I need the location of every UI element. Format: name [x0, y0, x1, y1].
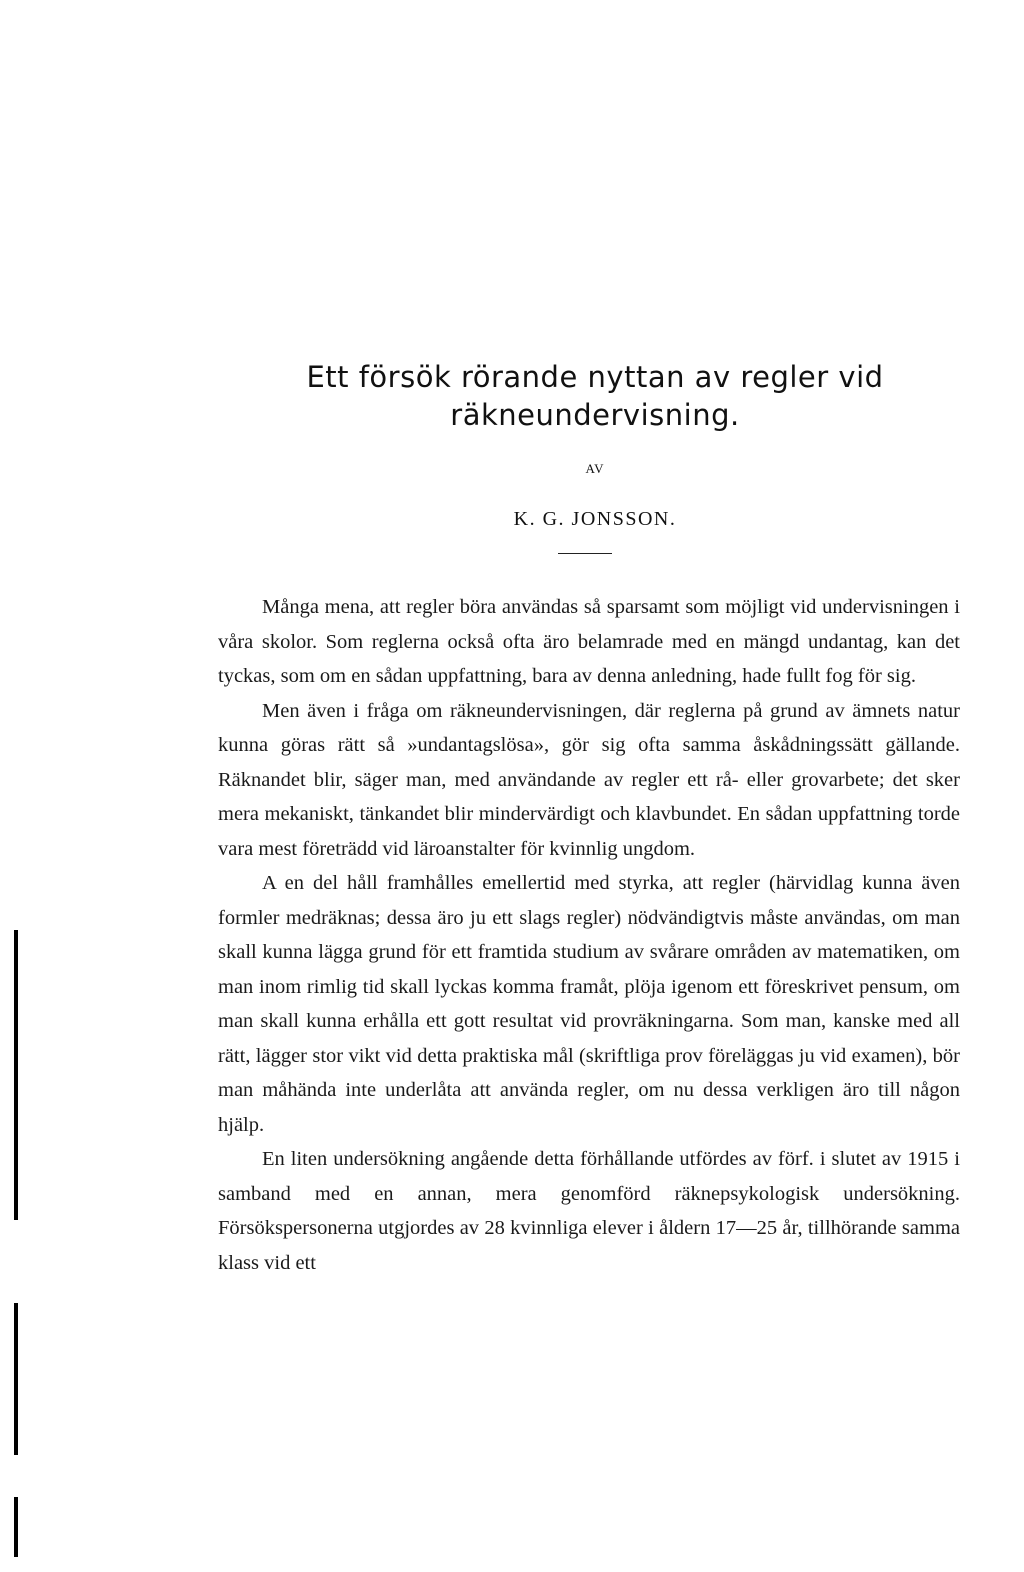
author-name — [210, 508, 980, 531]
paragraph-3: A en del håll framhålles emellertid med styrka, att regler (härvidlag kunna även formler medräknas; dessa äro ju ett slags regler) nödvändigtvis måste användas, om man skall kunna lägga grund för ett framtida studium av svårare områden av matematiken, om man inom rimlig tid skall lyckas komma framåt, plöja igenom ett föreskrivet pensum, om man skall kunna erhålla ett gott resultat vid provräkningarna. Som man, kanske med all rätt, lägger stor vikt vid detta praktiska mål (skriftliga prov föreläggas ju vid examen), bör man måhända inte underlåta att använda regler, om nu dessa verkligen äro till någon hjälp. — [218, 872, 960, 1136]
article-title-line-1: Ett försök rörande nyttan av regler vid — [306, 360, 884, 394]
article-title-line-2: räkneundervisning. — [450, 398, 740, 432]
title-divider — [558, 553, 612, 554]
author-surname: ONSSON. — [580, 508, 677, 530]
margin-scan-mark — [14, 930, 18, 1220]
byline-av: AV — [585, 461, 605, 476]
paragraph-1: Många mena, att regler böra användas så sparsamt som möjligt vid undervisningen i våra skolor. Som reglerna också ofta äro belamrade med en mängd undantag, kan det tyckas, som om en sådan uppfattning, bara av denna anledning, hade fullt fog för sig. — [218, 596, 960, 687]
paragraph-4: En liten undersökning angående detta förhållande utfördes av förf. i slutet av 1915 i samband med en annan, mera genomförd räknepsykologisk undersökning. Försökspersonerna utgjordes av 28 kvinnliga elever i åldern 17—25 år, tillhörande samma klass vid ett — [218, 1148, 960, 1274]
margin-scan-mark — [14, 1497, 18, 1557]
paragraph-2: Men även i fråga om räkneundervisningen, där reglerna på grund av ämnets natur kunna göras rätt så »undantagslösa», gör sig ofta samma åskådningssätt gällande. Räknandet blir, säger man, med användande av regler ett rå- eller grovarbete; det sker mera mekaniskt, tänkandet blir mindervärdigt och klavbundet. En sådan uppfattning torde vara mest företrädd vid läroanstalter för kvinnlig ungdom. — [218, 699, 960, 860]
margin-scan-mark — [14, 1303, 18, 1455]
author-initials: K. G. J — [513, 508, 581, 530]
article-body — [218, 590, 960, 1280]
